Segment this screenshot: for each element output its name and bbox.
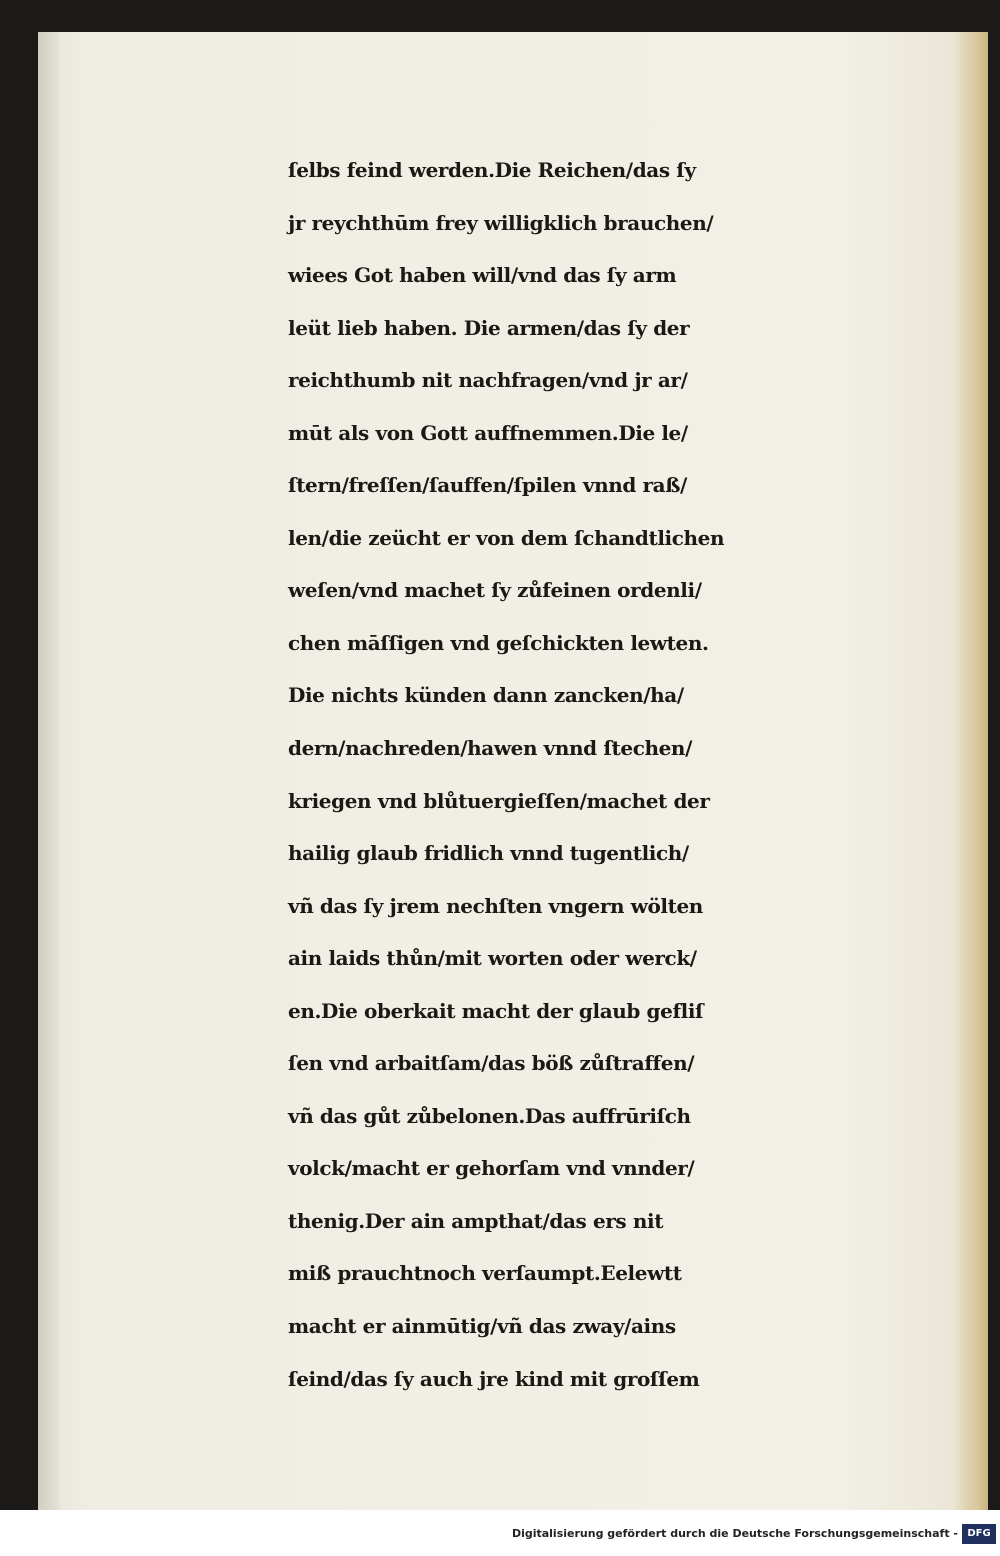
text-line: wiees Got haben will/vnd das ſy arm (288, 263, 677, 288)
text-line: mūt als von Gott auffnemmen.Die le/ (288, 420, 688, 445)
text-line: leüt lieb haben. Die armen/das ſy der (288, 315, 690, 340)
text-line: volck/macht er gehorſam vnd vnnder/ (288, 1156, 695, 1181)
text-line: kriegen vnd blůtuergieſſen/machet der (288, 788, 710, 813)
text-line: len/die zeücht er von dem ſchandtlichen (288, 525, 725, 550)
text-line: miß prauchtnoch verſaumpt.Eelewtt (288, 1261, 682, 1286)
text-line: ſelbs feind werden.Die Reichen/das ſy (288, 158, 696, 182)
funding-credit: Digitalisierung gefördert durch die Deutsche Forschungsgemeinschaft - (511, 1527, 958, 1540)
text-line: chen māſſigen vnd geſchickten lewten. (288, 630, 709, 655)
text-line: Die nichts künden dann zancken/ha/ (288, 683, 684, 708)
footer-bar (0, 1510, 1000, 1556)
dfg-logo-icon: DFG (962, 1524, 996, 1544)
text-line: hailig glaub fridlich vnnd tugentlich/ (288, 841, 689, 866)
text-line: reichthumb nit nachfragen/vnd jr ar/ (288, 368, 688, 393)
text-line: vñ das gůt zůbelonen.Das auffrūriſch (288, 1103, 691, 1128)
book-page (38, 32, 988, 1510)
text-line: thenig.Der ain ampthat/das ers nit (288, 1208, 664, 1233)
text-line: ain laids thůn/mit worten oder werck/ (288, 946, 697, 971)
text-line: ſen vnd arbaitſam/das böß zůſtraffen/ (288, 1051, 695, 1076)
text-line: ſeind/das ſy auch jre kind mit groſſem (288, 1366, 700, 1391)
text-line: vñ das ſy jrem nechſten vngern wölten (288, 893, 703, 918)
text-line: jr reychthūm frey willigklich brauchen/ (288, 210, 714, 235)
text-line: en.Die oberkait macht der glaub gefliſ (288, 998, 704, 1023)
text-line: ſtern/freſſen/ſauffen/ſpilen vnnd raß/ (288, 473, 687, 498)
text-line: macht er ainmūtig/vñ das zway/ains (288, 1314, 676, 1339)
text-block (288, 144, 988, 1405)
text-line: weſen/vnd machet ſy zůfeinen ordenli/ (288, 578, 702, 603)
text-line: dern/nachreden/hawen vnnd ſtechen/ (288, 736, 692, 761)
